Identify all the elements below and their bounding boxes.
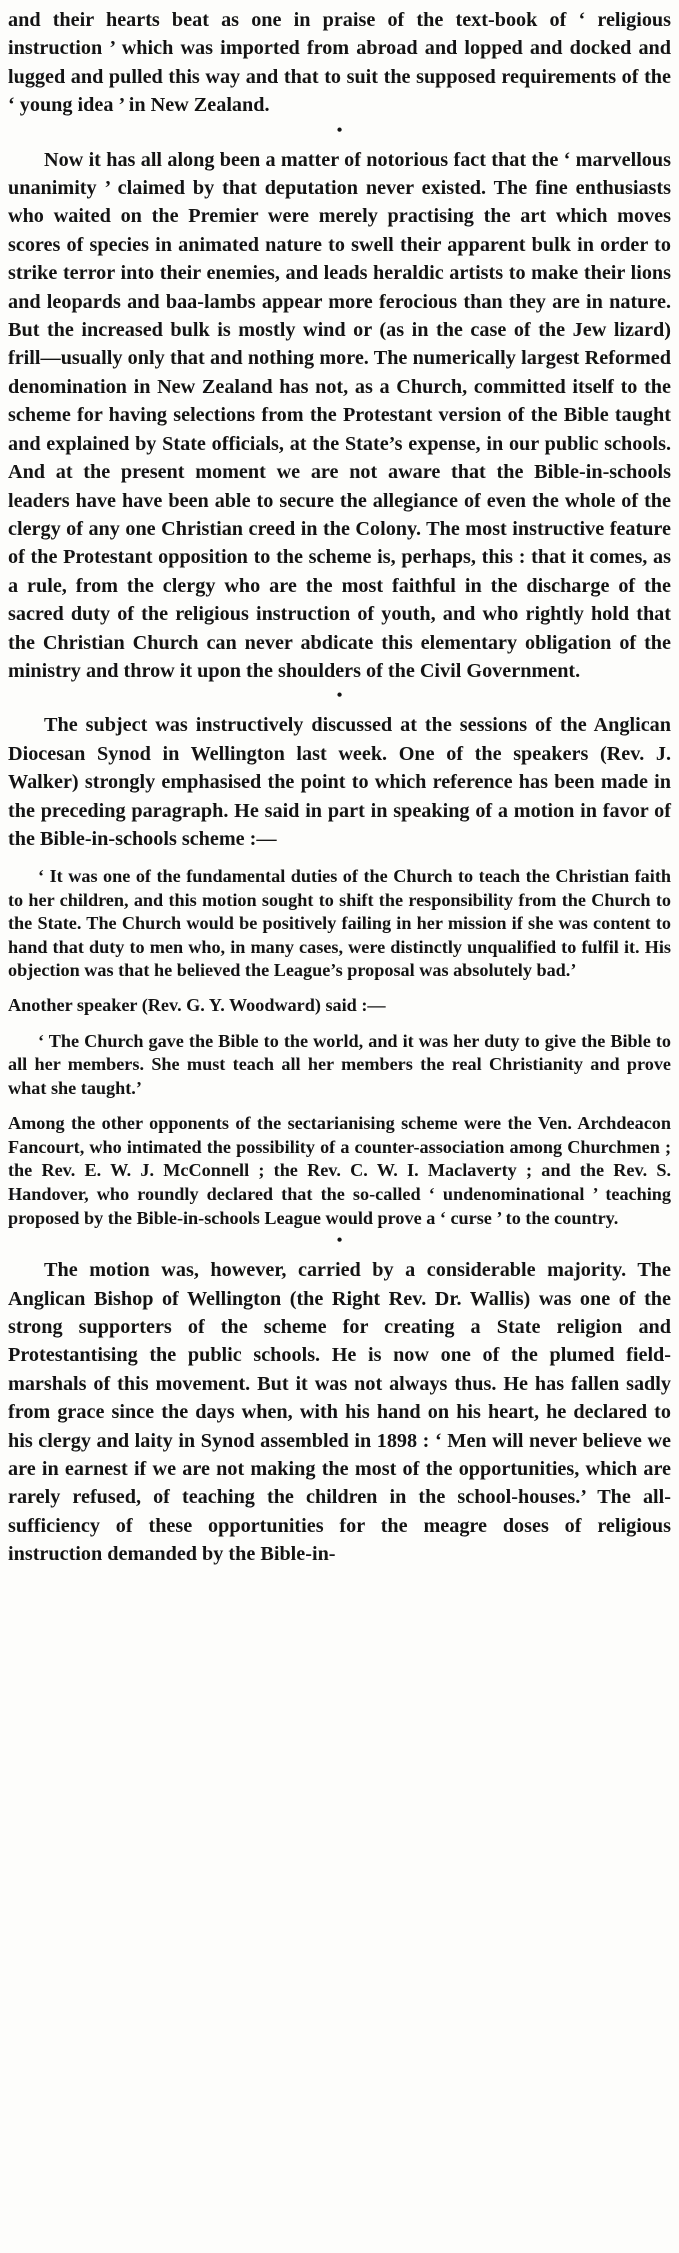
paragraph-textbook: and their hearts beat as one in praise of the text-book of ‘ religious instruction ’ which was imported from abroad and lopped and docked and lugged and pulled this way and that to suit the supposed requirements of the ‘ young idea ’ in New Zealand.: [8, 9, 671, 117]
section-separator-3: •: [336, 1232, 343, 1250]
paragraph-opponents: Among the other opponents of the sectarianising scheme were the Ven. Archdeacon Fancourt, who intimated the possibility of a counter-association among Churchmen ; the Rev. E. W. J. McConnell ; the Rev. C. W. I. Maclaverty ; and the Rev. S. Handover, who roundly declared that the so-called ‘ undenominational ’ teaching proposed by the Bible-in-schools League would prove a ‘ curse ’ to the country.: [8, 1113, 671, 1228]
section-separator-2: •: [336, 687, 343, 705]
paragraph-synod: The subject was instructively discussed at the sessions of the Anglican Diocesan Synod in Wellington last week. One of the speakers (Rev. J. Walker) strongly emphasised the point to which reference has been made in the preceding paragraph. He said in part in speaking of a motion in favor of the Bible-in-schools scheme :—: [8, 714, 671, 850]
quote-woodward: ‘ The Church gave the Bible to the world, and it was her duty to give the Bible to all her members. She must teach all her members the real Christianity and prove what she taught.’: [8, 1031, 671, 1098]
paragraph-woodward-intro: Another speaker (Rev. G. Y. Woodward) said :—: [8, 995, 386, 1016]
paragraph-bishop: The motion was, however, carried by a considerable majority. The Anglican Bishop of Wellington (the Right Rev. Dr. Wallis) was one of the strong supporters of the scheme for creating a State religion and Protestantising the public schools. He is now one of the plumed field-marshals of this movement. But it was not always thus. He has fallen sadly from grace since the days when, with his hand on his heart, he declared to his clergy and laity in Synod assembled in 1898 : ‘ Men will never believe we are in earnest if we are not making the most of the opportunities, which are rarely refused, of teaching the children in the school-houses.’ The all-sufficiency of these opportunities for the meagre doses of religious instruction demanded by the Bible-in-: [8, 1259, 671, 1566]
quote-walker: ‘ It was one of the fundamental duties of the Church to teach the Christian faith to her children, and this motion sought to shift the responsibility from the Church to the State. The Church would be positively failing in her mission if she was content to hand that duty to men who, in many cases, were distinctly unqualified to fulfil it. His objection was that he believed the League’s proposal was absolutely bad.’: [8, 866, 671, 980]
paragraph-unanimity: Now it has all along been a matter of notorious fact that the ‘ marvellous unanimity ’ claimed by that deputation never existed. The fine enthusiasts who waited on the Premier were merely practising the art which moves scores of species in animated nature to swell their apparent bulk in order to strike terror into their enemies, and leads heraldic artists to make their lions and leopards and baa-lambs appear more ferocious than they are in nature. But the increased bulk is mostly wind or (as in the case of the Jew lizard) frill—usually only that and nothing more. The numerically largest Reformed denomination in New Zealand has not, as a Church, committed itself to the scheme for having selections from the Protestant version of the Bible taught and explained by State officials, at the State’s expense, in our public schools. And at the present moment we are not aware that the Bible-in-schools leaders have have been able to secure the allegiance of even the whole of the clergy of any one Christian creed in the Colony. The most instructive feature of the Protestant opposition to the scheme is, perhaps, this : that it comes, as a rule, from the clergy who are the most faithful in the discharge of the sacred duty of the religious instruction of youth, and who rightly hold that the Christian Church can never abdicate this elementary obligation of the ministry and throw it upon the shoulders of the Civil Government.: [8, 148, 671, 682]
section-separator-1: •: [336, 121, 343, 139]
